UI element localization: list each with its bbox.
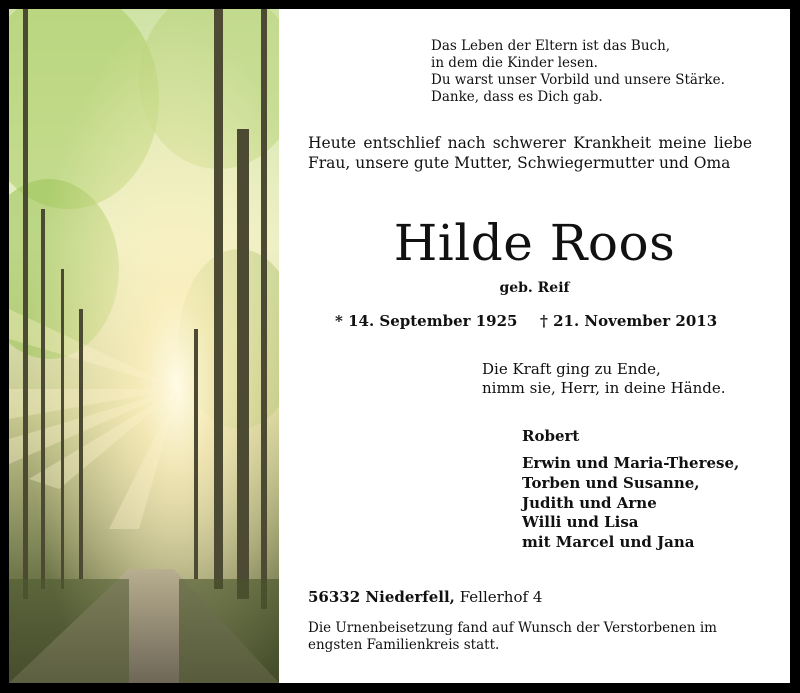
verse-line: Die Kraft ging zu Ende, bbox=[482, 360, 661, 378]
family-group bbox=[522, 453, 739, 513]
birth-date: * 14. September 1925 bbox=[335, 312, 518, 330]
motto bbox=[431, 38, 725, 106]
family-member: Judith und Arne bbox=[522, 494, 657, 512]
family-member: Erwin und Maria-Therese, bbox=[522, 454, 740, 472]
verse bbox=[482, 360, 726, 398]
burial-note: Die Urnenbeisetzung fand auf Wunsch der Verstorbenen im engsten Familienkreis statt. bbox=[308, 620, 717, 653]
family-member: mit Marcel und Jana bbox=[522, 533, 695, 551]
death-date: † 21. November 2013 bbox=[540, 312, 718, 330]
motto-line: in dem die Kinder lesen. bbox=[431, 55, 598, 71]
address-street: Fellerhof 4 bbox=[459, 588, 543, 606]
address bbox=[308, 588, 542, 606]
forest-photo bbox=[9, 9, 279, 683]
deceased-name: Hilde Roos bbox=[393, 214, 676, 272]
family-member: Willi und Lisa bbox=[522, 513, 639, 531]
motto-line: Du warst unser Vorbild und unsere Stärke. bbox=[431, 72, 725, 88]
address-city: 56332 Niederfell, bbox=[308, 588, 455, 606]
family-member: Torben und Susanne, bbox=[522, 474, 700, 492]
intro-text: Heute entschlief nach schwerer Krankheit meine liebe Frau, unsere gute Mutter, Schwiegermutter und Oma bbox=[308, 134, 752, 172]
family-group bbox=[522, 426, 579, 446]
verse-line: nimm sie, Herr, in deine Hände. bbox=[482, 379, 726, 397]
family-group bbox=[522, 512, 695, 552]
motto-line: Das Leben der Eltern ist das Buch, bbox=[431, 38, 671, 54]
birth-name: geb. Reif bbox=[499, 280, 570, 296]
obituary-card bbox=[9, 9, 790, 683]
family-member: Robert bbox=[522, 427, 580, 445]
obituary-text bbox=[279, 9, 790, 683]
motto-line: Danke, dass es Dich gab. bbox=[431, 89, 603, 105]
